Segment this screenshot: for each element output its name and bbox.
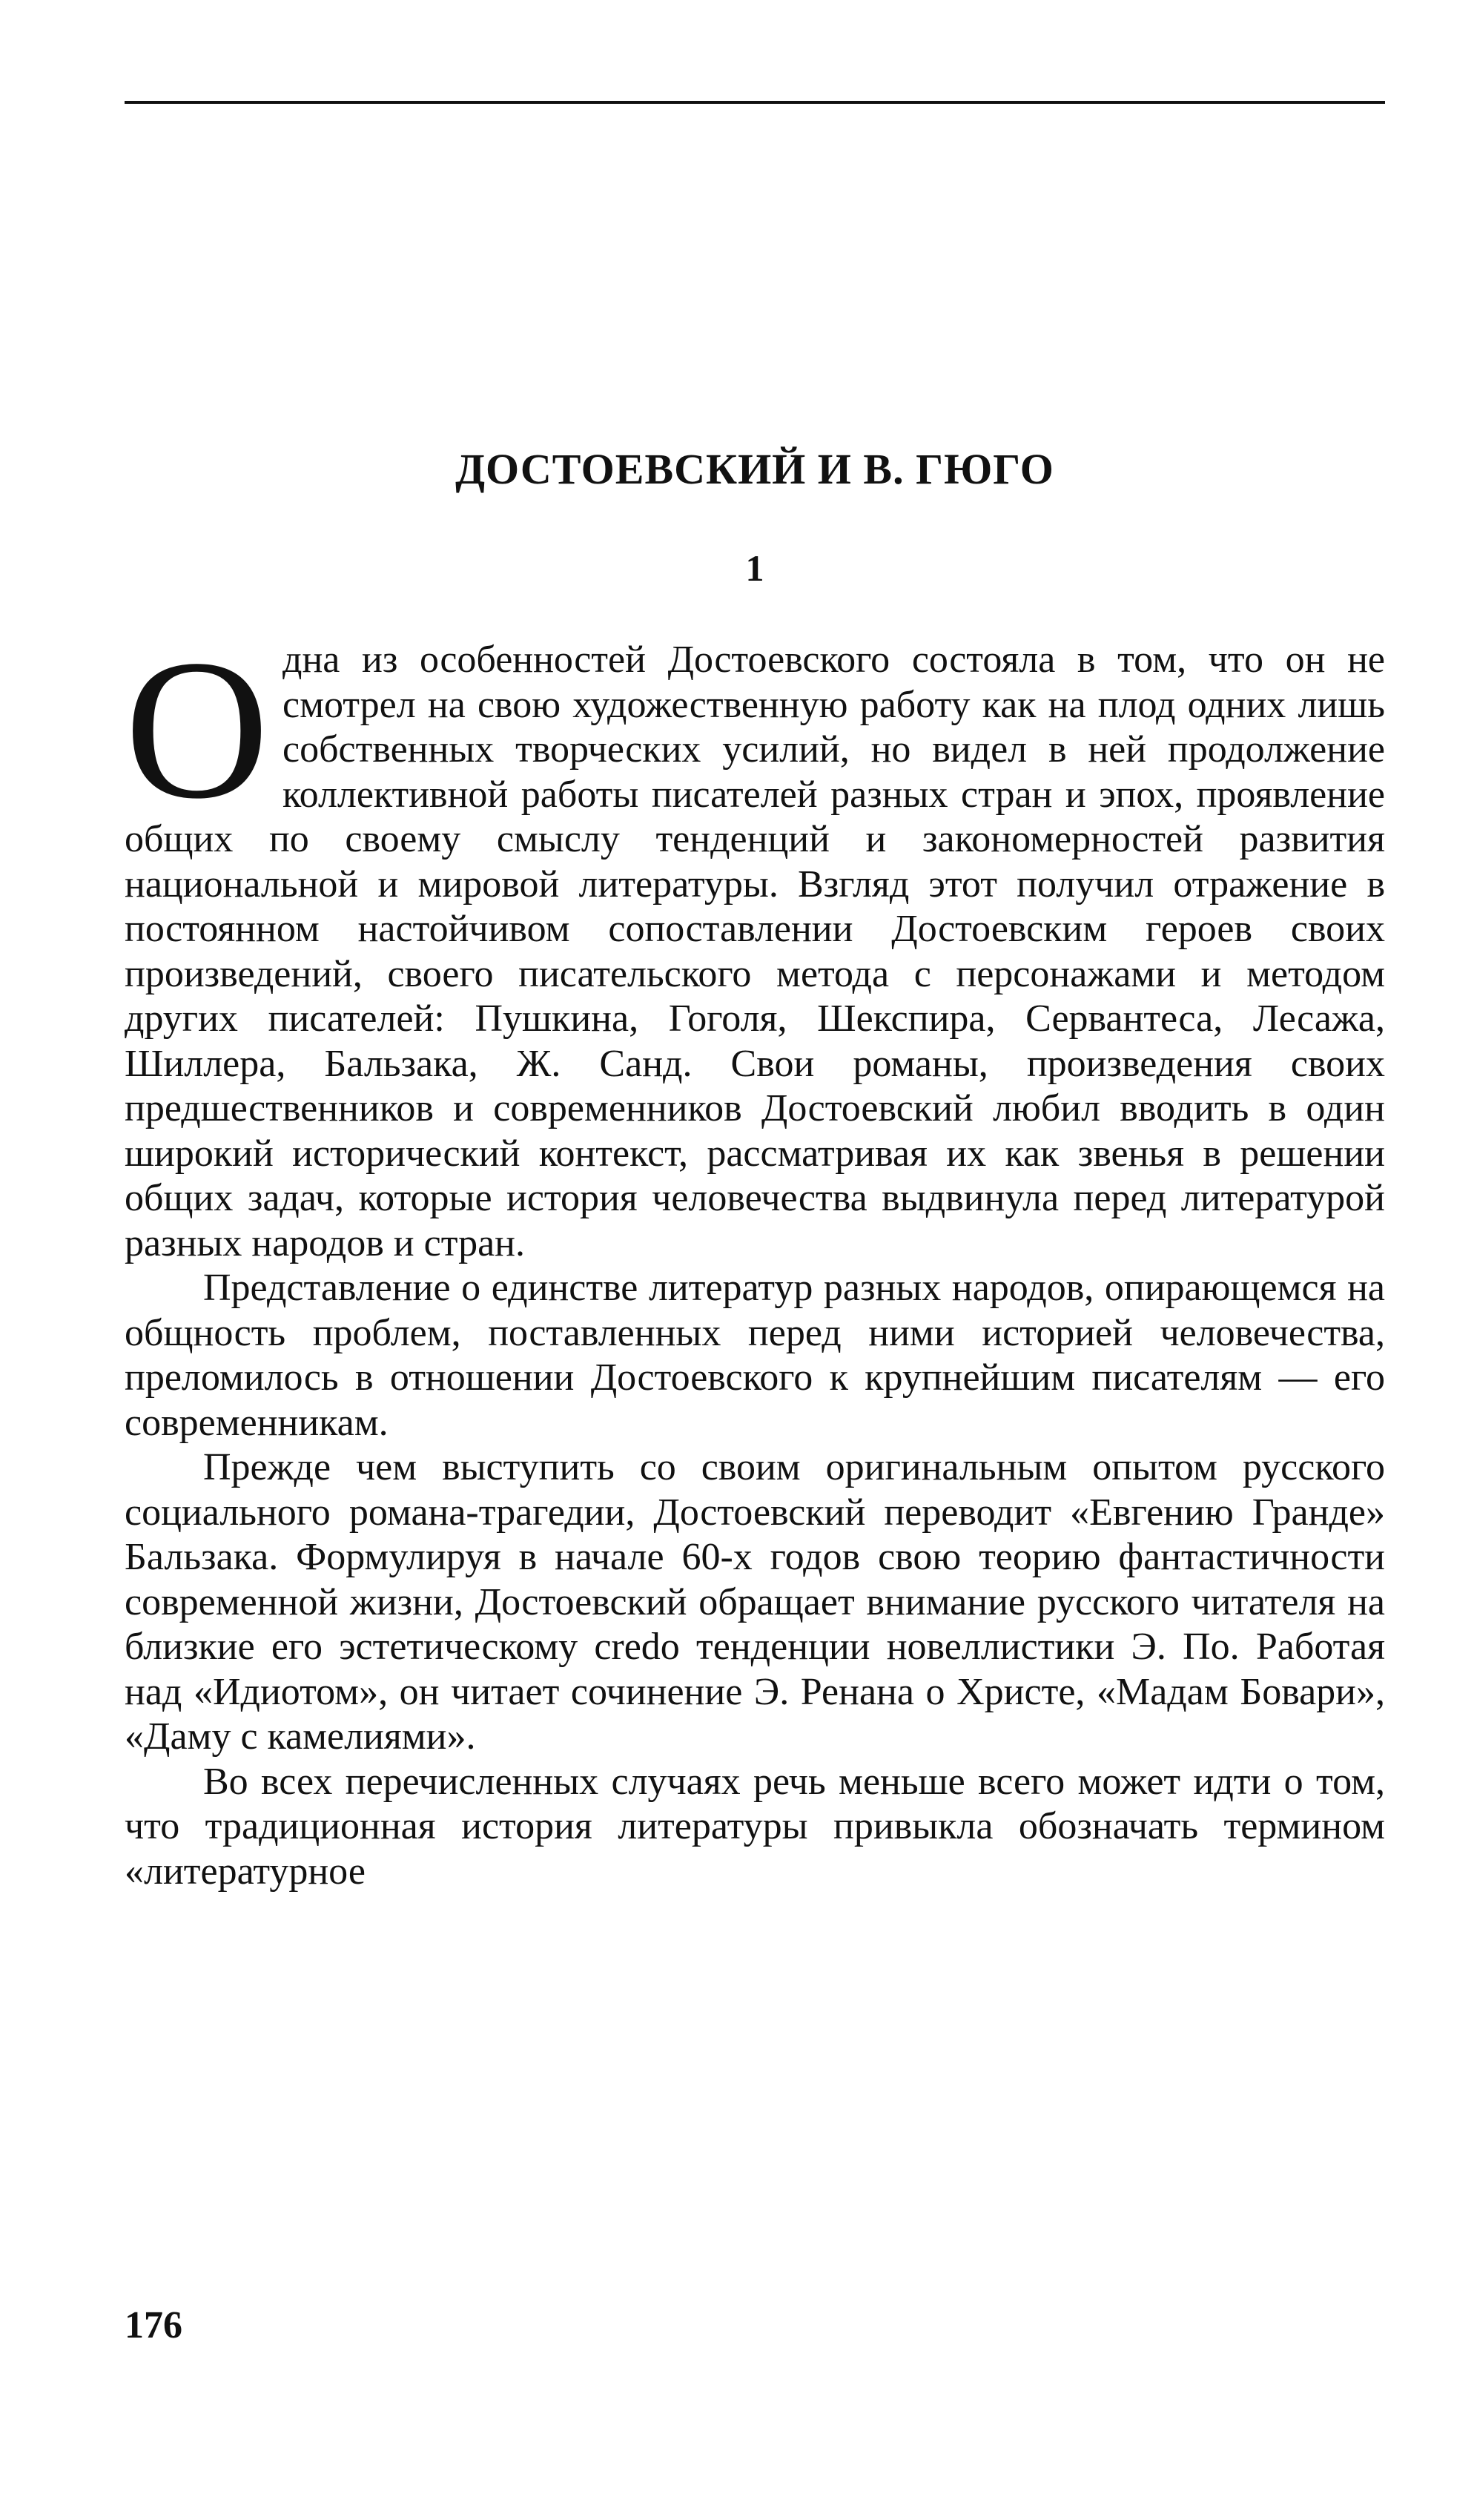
paragraph-4: Во всех перечисленных случаях речь меньше всего может идти о том, что традиционная история литературы привыкла обозначать термином «литературное [125,1760,1385,1893]
paragraph-2: Представление о единстве литератур разных народов, опирающемся на общность проблем, поставленных перед ними историей человечества, преломилось в отношении Достоевского к крупнейшим писателям — его современникам. [125,1267,1385,1444]
body-text [125,619,1385,1894]
top-rule [125,101,1385,104]
paragraph-1 [125,619,1385,1266]
page-number: 176 [125,2304,182,2346]
paragraph-1-text: дна из особенностей Достоевского состояла в том, что он не смотрел на свою художественную работу как на плод одних лишь собственных творческих усилий, но видел в ней продолжение коллективной работы писателей разных стран и эпох, проявление общих по своему смыслу тенденций и закономерностей развития национальной и мировой литературы. Взгляд этот получил отражение в постоянном настойчивом сопоставлении Достоевским героев своих произведений, своего писательского метода с персонажами и методом других писателей: Пушкина, Гоголя, Шекспира, Сервантеса, Лесажа, Шиллера, Бальзака, Ж. Санд. Свои романы, произведения своих предшественников и современников Достоевский любил вводить в один широкий исторический контекст, рассматривая их как звенья в решении общих задач, которые история человечества выдвинула перед литературой разных народов и стран. [125,639,1385,1264]
chapter-title: ДОСТОЕВСКИЙ И В. ГЮГО [455,445,1054,493]
drop-cap: О [125,619,269,840]
paragraph-3: Прежде чем выступить со своим оригинальным опытом русского социального романа-трагедии, Достоевский переводит «Евгению Гранде» Бальзака. Формулируя в начале 60-х годов свою теорию фантастичности современной жизни, Достоевский обращает внимание русского читателя на близкие его эстетическому credo тенденции новеллистики Э. По. Работая над «Идиотом», он читает сочинение Э. Ренана о Христе, «Мадам Бовари», «Даму с камелиями». [125,1446,1385,1758]
section-number: 1 [745,547,764,589]
